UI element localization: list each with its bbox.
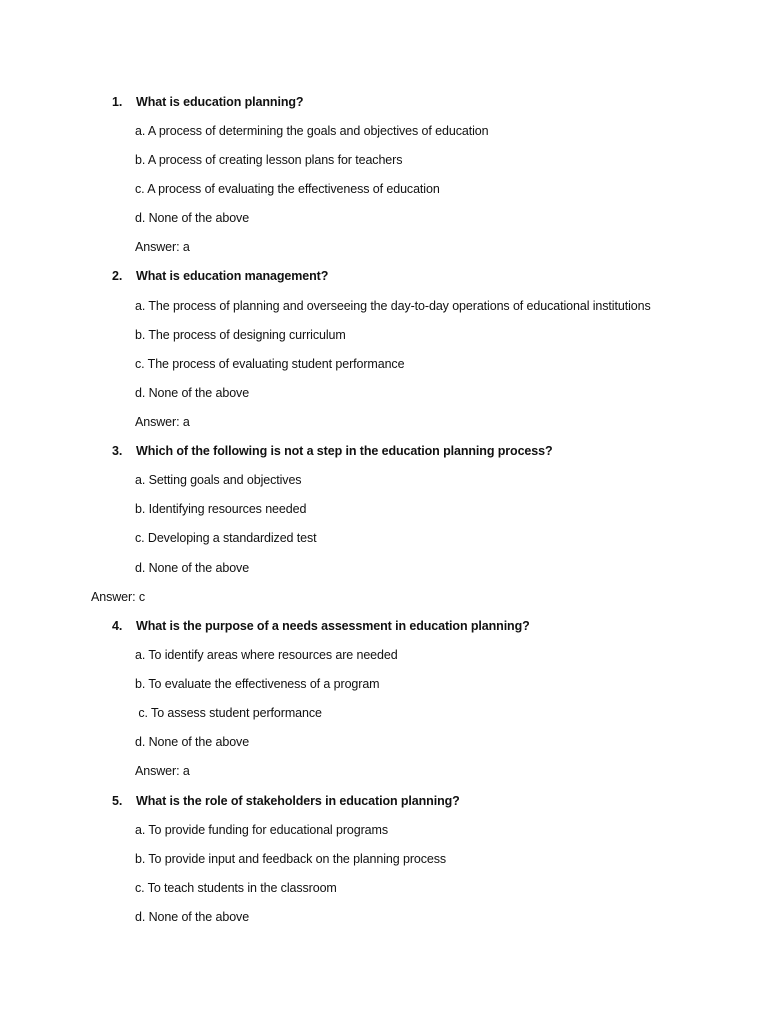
option-d: d. None of the above: [135, 735, 250, 749]
option-a: a. The process of planning and overseeing the day-to-day operations of educational institutions: [135, 299, 651, 313]
option-d: d. None of the above: [135, 561, 250, 575]
question-number: 4.: [112, 619, 123, 633]
question-number: 5.: [112, 794, 123, 808]
option-a: a. Setting goals and objectives: [135, 473, 302, 487]
question-number: 2.: [112, 269, 123, 283]
option-a: a. To identify areas where resources are needed: [135, 648, 398, 662]
option-b: b. Identifying resources needed: [135, 502, 307, 516]
option-d: d. None of the above: [135, 211, 250, 225]
option-c: c. To teach students in the classroom: [135, 881, 337, 895]
option-c: c. To assess student performance: [135, 706, 322, 720]
question-text: What is the role of stakeholders in education planning?: [136, 794, 460, 808]
option-c: c. The process of evaluating student performance: [135, 357, 405, 371]
question-text: What is education management?: [136, 269, 329, 283]
question-text: Which of the following is not a step in the education planning process?: [136, 444, 553, 458]
option-b: b. To evaluate the effectiveness of a program: [135, 677, 380, 691]
option-c: c. A process of evaluating the effectiveness of education: [135, 182, 440, 196]
option-d: d. None of the above: [135, 910, 250, 924]
answer-line: Answer: c: [91, 590, 145, 604]
option-b: b. A process of creating lesson plans for teachers: [135, 153, 403, 167]
option-a: a. To provide funding for educational programs: [135, 823, 388, 837]
answer-line: Answer: a: [135, 240, 190, 254]
option-b: b. The process of designing curriculum: [135, 328, 346, 342]
question-text: What is education planning?: [136, 95, 304, 109]
option-c: c. Developing a standardized test: [135, 531, 317, 545]
option-d: d. None of the above: [135, 386, 250, 400]
option-a: a. A process of determining the goals and objectives of education: [135, 124, 489, 138]
option-b: b. To provide input and feedback on the planning process: [135, 852, 447, 866]
question-text: What is the purpose of a needs assessment in education planning?: [136, 619, 530, 633]
question-number: 3.: [112, 444, 123, 458]
answer-line: Answer: a: [135, 764, 190, 778]
answer-line: Answer: a: [135, 415, 190, 429]
question-number: 1.: [112, 95, 123, 109]
